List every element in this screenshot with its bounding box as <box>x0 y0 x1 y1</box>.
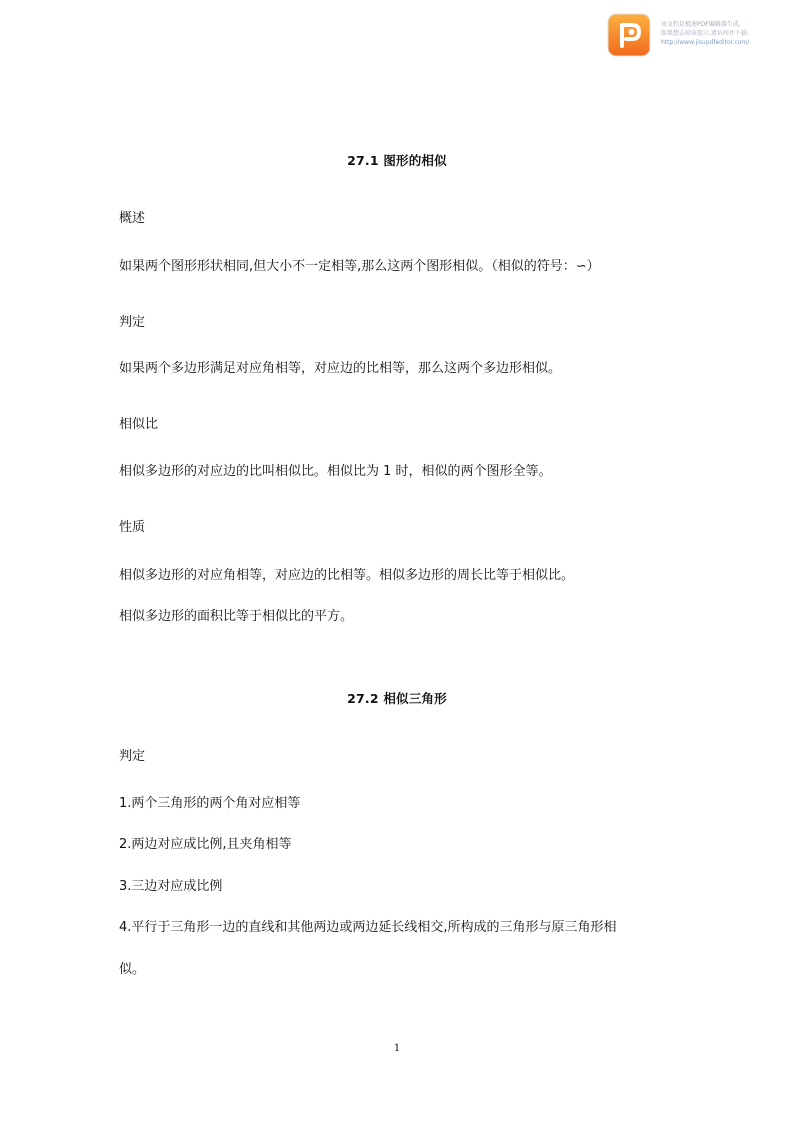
list-item: 2.两边对应成比例,且夹角相等 <box>119 837 292 852</box>
triangle-judge-heading: 判定 <box>119 749 146 764</box>
list-item: 4.平行于三角形一边的直线和其他两边或两边延长线相交,所构成的三角形与原三角形相 <box>119 920 617 935</box>
property-text-2: 相似多边形的面积比等于相似比的平方。 <box>119 609 354 624</box>
property-heading: 性质 <box>119 520 146 535</box>
page-number: 1 <box>393 1043 401 1054</box>
list-item: 3.三边对应成比例 <box>119 879 223 894</box>
ratio-heading: 相似比 <box>119 417 159 432</box>
section-title-27-1: 27.1 图形的相似 <box>347 153 447 168</box>
list-item: 1.两个三角形的两个角对应相等 <box>119 796 301 811</box>
logo-svg <box>607 13 651 57</box>
judge-text: 如果两个多边形满足对应角相等，对应边的比相等，那么这两个多边形相似。 <box>119 361 562 376</box>
ratio-text: 相似多边形的对应边的比叫相似比。相似比为 1 时，相似的两个图形全等。 <box>119 464 552 479</box>
watermark-url-link[interactable]: http://www.jisupdfeditor.com/ <box>661 39 750 46</box>
watermark-line-1: 该文档是极速PDF编辑器生成, <box>661 21 741 28</box>
property-text-1: 相似多边形的对应角相等，对应边的比相等。相似多边形的周长比等于相似比。 <box>119 568 575 583</box>
overview-text: 如果两个图形形状相同,但大小不一定相等,那么这两个图形相似。（相似的符号：∽） <box>119 259 600 274</box>
list-item-continuation: 似。 <box>119 962 146 977</box>
overview-heading: 概述 <box>119 211 146 226</box>
watermark-notice <box>661 20 791 47</box>
judge-heading: 判定 <box>119 315 146 330</box>
watermark-line-2: 如果想去掉该提示,请访问并下载: <box>661 30 749 37</box>
section-title-27-2: 27.2 相似三角形 <box>347 691 447 706</box>
pdf-editor-logo-icon <box>607 13 651 57</box>
